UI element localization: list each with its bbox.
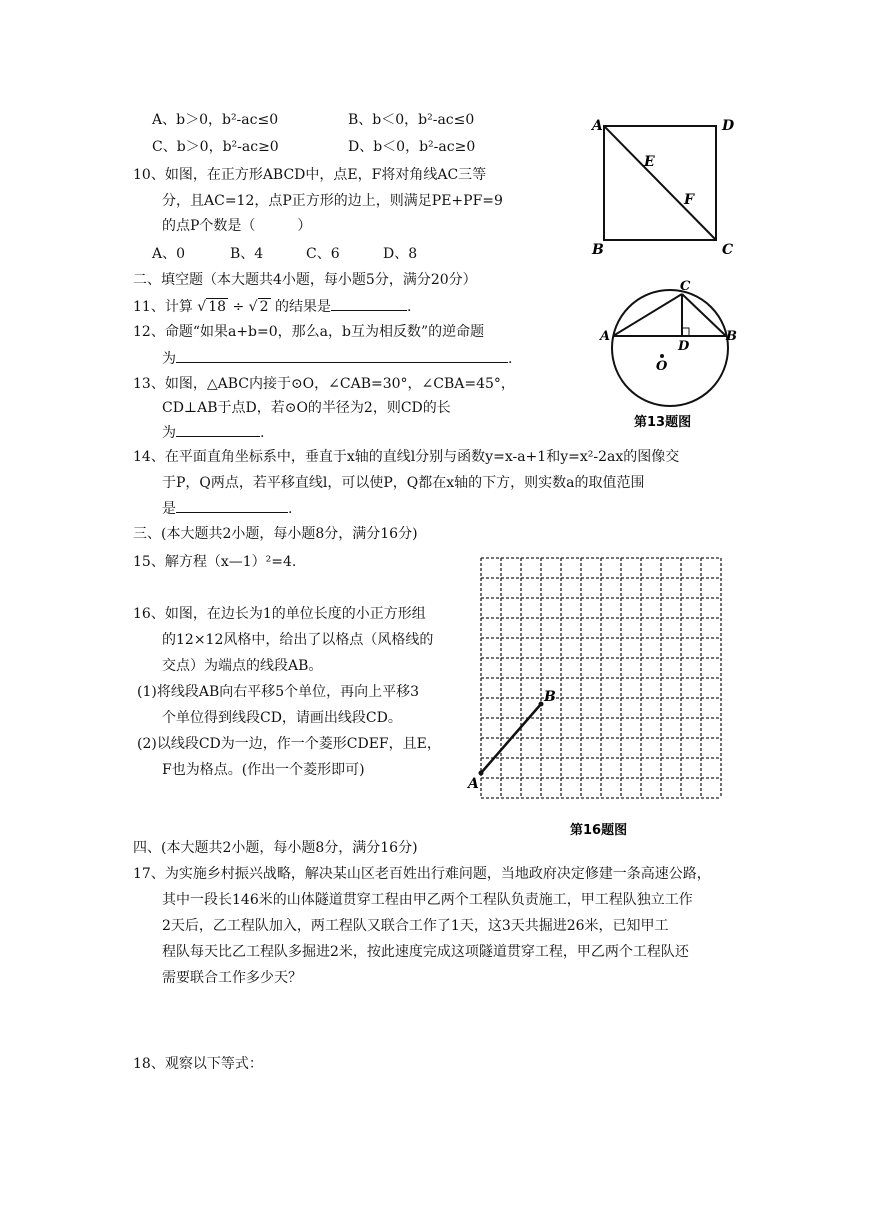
q18: 18、观察以下等式： bbox=[133, 1056, 263, 1072]
q14-line1: 14、在平面直角坐标系中，垂直于x轴的直线l分别与函数y=x-a+1和y=x²-2ax的图像交 bbox=[133, 449, 680, 465]
section-3-heading: 三、(本大题共2小题，每小题8分，满分16分) bbox=[133, 526, 418, 542]
q9-option-a: A、b＞0，b²-ac≤0 bbox=[152, 112, 279, 128]
fig10-label-c: C bbox=[722, 242, 734, 258]
fig13-label-o: O bbox=[656, 359, 668, 374]
q12-answer-blank[interactable] bbox=[176, 348, 508, 363]
q13-line2: CD⊥AB于点D，若⊙O的半径为2，则CD的长 bbox=[162, 400, 451, 416]
q11-sqrt1: √ 18 bbox=[197, 299, 227, 315]
q13-line3-row: 为 . bbox=[162, 422, 264, 443]
q14-line2: 于P，Q两点，若平移直线l，可以使P，Q都在x轴的下方，则实数a的取值范围 bbox=[162, 475, 645, 491]
q10-option-b: B、4 bbox=[230, 246, 264, 262]
q17-line3: 2天后，乙工程队加入，两工程队又联合工作了1天，这3天共掘进26米，已知甲工 bbox=[162, 918, 669, 934]
fig16-caption: 第16题图 bbox=[570, 823, 628, 838]
fig13-label-b: B bbox=[726, 329, 737, 344]
q13-line3: 为 bbox=[162, 425, 176, 441]
q11-answer-blank[interactable] bbox=[331, 296, 407, 311]
q17-line4: 程队每天比乙工程队多掘进2米，按此速度完成这项隧道贯穿工程，甲乙两个工程队还 bbox=[162, 944, 689, 960]
q11-suffix: 的结果是 bbox=[274, 299, 331, 315]
q14-answer-blank[interactable] bbox=[176, 498, 288, 513]
q16-line2: 的12×12风格中，给出了以格点（风格线的 bbox=[162, 632, 434, 648]
fig13-label-a: A bbox=[600, 329, 611, 344]
fig13-label-c: C bbox=[680, 280, 691, 294]
q12-line2-row: 为 . bbox=[162, 348, 512, 369]
q12-line1: 12、命题“如果a+b=0，那么a，b互为相反数”的逆命题 bbox=[133, 324, 485, 340]
q16-part1-line2: 个单位得到线段CD，请画出线段CD。 bbox=[162, 710, 402, 726]
q13-circle-figure bbox=[598, 280, 748, 432]
fig16-label-a: A bbox=[468, 776, 479, 792]
section-2-heading: 二、填空题（本大题共4小题，每小题5分，满分20分） bbox=[133, 272, 477, 288]
fig10-label-b: B bbox=[592, 242, 604, 258]
fig16-label-b: B bbox=[544, 689, 556, 705]
q16-grid-figure bbox=[460, 548, 728, 842]
q10-line1: 10、如图，在正方形ABCD中，点E，F将对角线AC三等 bbox=[133, 167, 487, 183]
q11-prefix: 11、计算 bbox=[133, 299, 193, 315]
q12-line2: 为 bbox=[162, 351, 176, 367]
q10-line2: 分，且AC=12，点P正方形的边上，则满足PE+PF=9 bbox=[162, 193, 503, 209]
section-4-heading: 四、(本大题共2小题，每小题8分，满分16分) bbox=[133, 840, 418, 856]
fig13-label-d: D bbox=[678, 339, 690, 354]
fig10-label-e: E bbox=[644, 154, 655, 170]
q9-option-c: C、b＞0，b²-ac≥0 bbox=[152, 139, 279, 155]
q10-option-d: D、8 bbox=[383, 246, 418, 262]
fig13-caption: 第13题图 bbox=[634, 415, 692, 430]
q16-part2-line2: F也为格点。(作出一个菱形即可) bbox=[162, 762, 365, 778]
fig10-label-f: F bbox=[684, 192, 694, 208]
q16-line1: 16、如图，在边长为1的单位长度的小正方形组 bbox=[133, 606, 426, 622]
q16-line3: 交点）为端点的线段AB。 bbox=[162, 658, 323, 674]
fig10-label-d: D bbox=[722, 118, 735, 134]
q17-line5: 需要联合工作多少天？ bbox=[162, 970, 302, 986]
q10-option-c: C、6 bbox=[306, 246, 340, 262]
q11-sqrt2: √ 2 bbox=[248, 299, 269, 315]
q17-line2: 其中一段长146米的山体隧道贯穿工程由甲乙两个工程队负责施工，甲工程队独立工作 bbox=[162, 892, 693, 908]
q16-part1-line1: (1)将线段AB向右平移5个单位，再向上平移3 bbox=[137, 684, 420, 700]
q13-line1: 13、如图，△ABC内接于⊙O，∠CAB=30°，∠CBA=45°， bbox=[133, 376, 515, 392]
q9-option-b: B、b＜0，b²-ac≤0 bbox=[348, 112, 475, 128]
fig10-label-a: A bbox=[592, 118, 603, 134]
q17-line1: 17、为实施乡村振兴战略，解决某山区老百姓出行难问题，当地政府决定修建一条高速公路， bbox=[133, 866, 711, 882]
q10-square-figure bbox=[588, 112, 746, 260]
q15: 15、解方程（x—1）²=4. bbox=[133, 554, 297, 570]
q10-line3: 的点P个数是（ ） bbox=[162, 218, 312, 234]
q11-operator: ÷ bbox=[232, 299, 245, 315]
q10-option-a: A、0 bbox=[152, 246, 186, 262]
q11: 11、计算 √ 18 ÷ √ 2 的结果是 . bbox=[133, 296, 411, 317]
q16-part2-line1: (2)以线段CD为一边，作一个菱形CDEF，且E， bbox=[137, 736, 441, 752]
q13-answer-blank[interactable] bbox=[176, 422, 260, 437]
q14-line3-row: 是 . bbox=[162, 498, 292, 519]
q14-line3: 是 bbox=[162, 501, 176, 517]
q9-option-d: D、b＜0，b²-ac≥0 bbox=[348, 139, 476, 155]
